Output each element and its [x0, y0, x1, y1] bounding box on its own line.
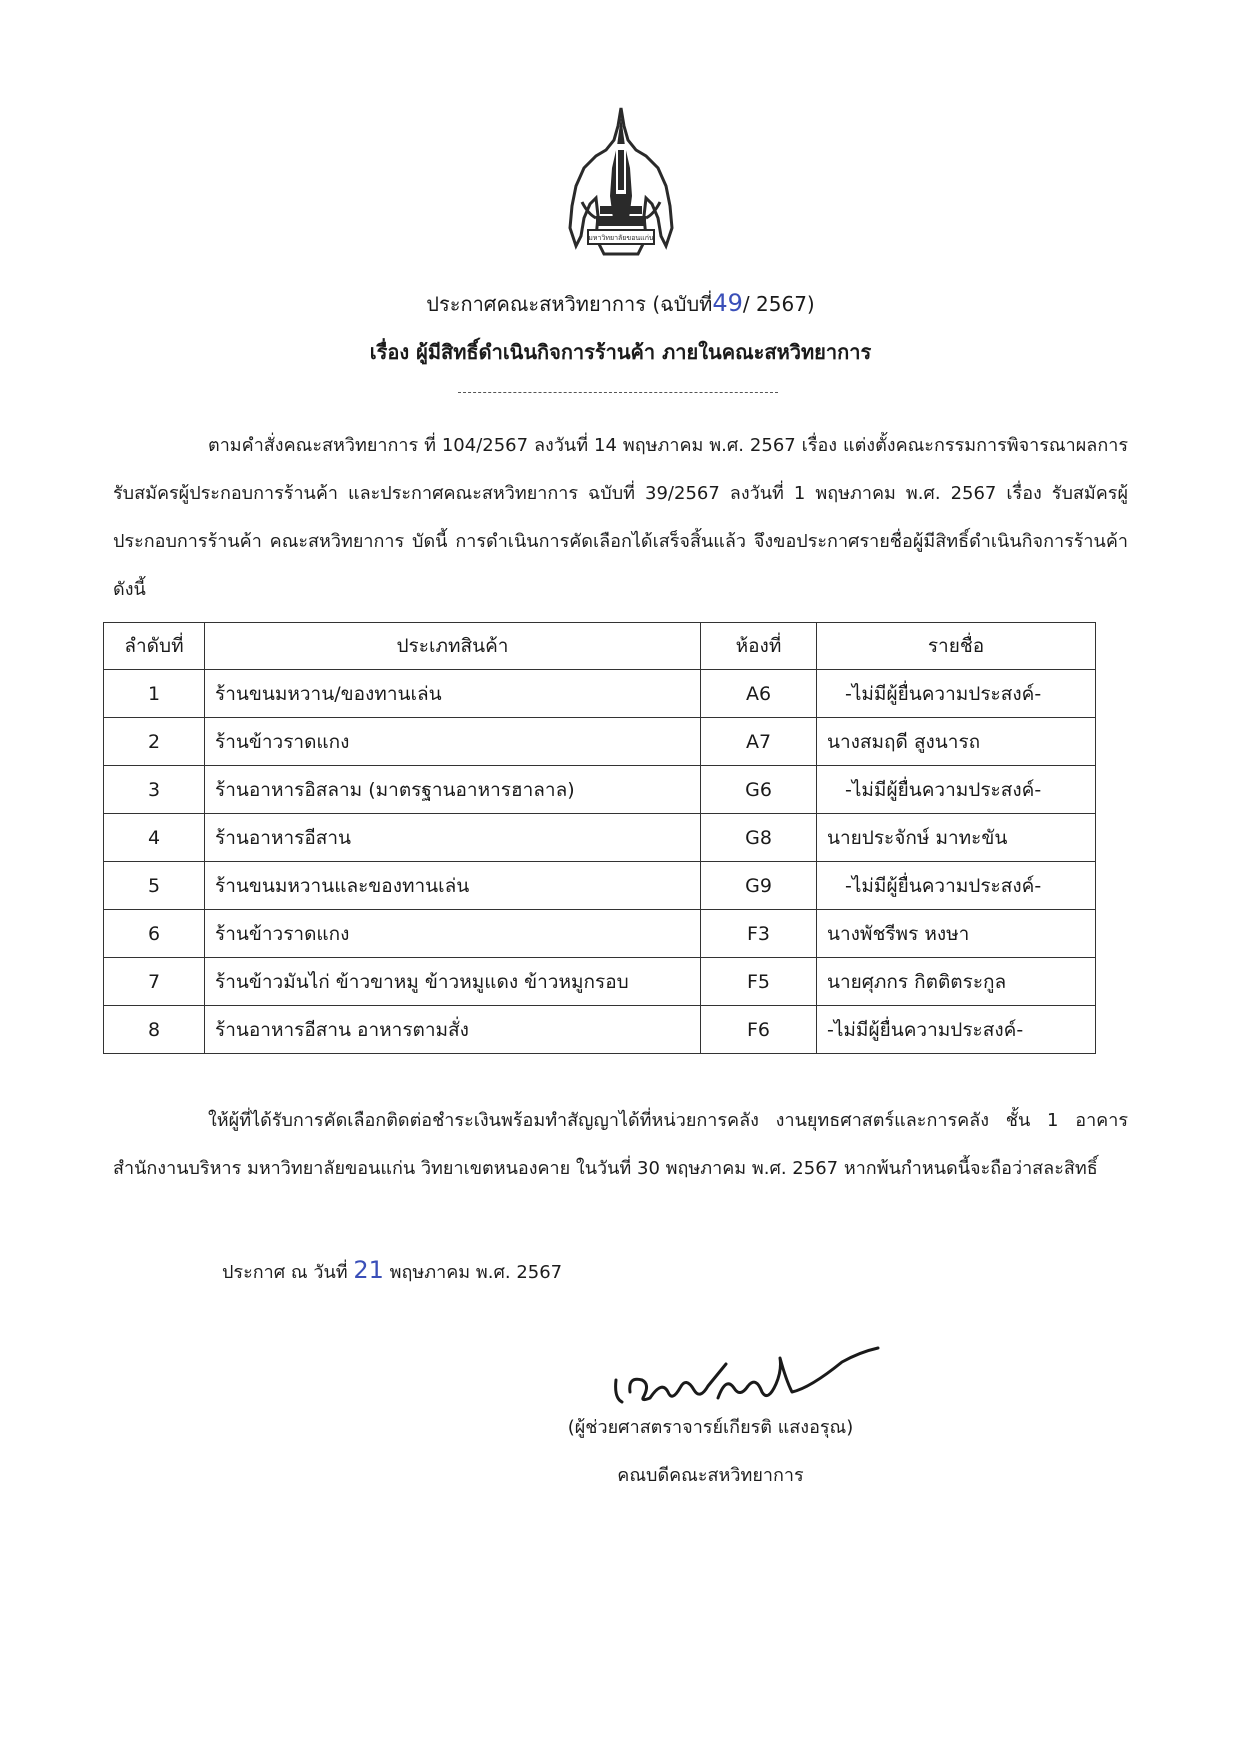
- header-no: ลำดับที่: [104, 623, 205, 670]
- row-name: -ไม่มีผู้ยื่นความประสงค์-: [817, 1006, 1096, 1054]
- row-type: ร้านอาหารอิสลาม (มาตรฐานอาหารฮาลาล): [205, 766, 701, 814]
- table-row: [104, 910, 1096, 958]
- row-name: -ไม่มีผู้ยื่นความประสงค์-: [817, 670, 1096, 718]
- row-name: นายศุภกร กิตติตระกูล: [817, 958, 1096, 1006]
- row-no: 8: [104, 1006, 205, 1054]
- intro-text: ตามคำสั่งคณะสหวิทยาการ ที่ 104/2567 ลงวันที่ 14 พฤษภาคม พ.ศ. 2567 เรื่อง แต่งตั้งคณะกรรมการพิจารณาผลการรับสมัครผู้ประกอบการร้านค้า และประกาศคณะสหวิทยาการ ฉบับที่ 39/2567 ลงวันที่ 1 พฤษภาคม พ.ศ. 2567 เรื่อง รับสมัครผู้ประกอบการร้านค้า คณะสหวิทยาการ บัดนี้ การดำเนินการคัดเลือกได้เสร็จสิ้นแล้ว จึงขอประกาศรายชื่อผู้มีสิทธิ์ดำเนินกิจการร้านค้า ดังนี้: [113, 435, 1128, 600]
- header-room: ห้องที่: [701, 623, 817, 670]
- signatory-position: คณบดีคณะสหวิทยาการ: [617, 1465, 804, 1486]
- university-logo-icon: [566, 106, 676, 266]
- row-room: A6: [701, 670, 817, 718]
- shop-table: [103, 622, 1096, 1054]
- row-type: ร้านข้าวราดแกง: [205, 718, 701, 766]
- row-room: A7: [701, 718, 817, 766]
- row-type: ร้านขนมหวาน/ของทานเล่น: [205, 670, 701, 718]
- title-divider: [458, 392, 778, 393]
- row-no: 2: [104, 718, 205, 766]
- signature-icon: [610, 1340, 890, 1420]
- row-type: ร้านอาหารอีสาน: [205, 814, 701, 862]
- row-room: G9: [701, 862, 817, 910]
- instruction-paragraph: [113, 1097, 1128, 1193]
- header-name: รายชื่อ: [817, 623, 1096, 670]
- row-name: นางสมฤดี สูงนารถ: [817, 718, 1096, 766]
- logo-caption: มหาวิทยาลัยขอนแก่น: [588, 234, 654, 242]
- row-type: ร้านอาหารอีสาน อาหารตามสั่ง: [205, 1006, 701, 1054]
- table-row: [104, 718, 1096, 766]
- row-no: 6: [104, 910, 205, 958]
- row-no: 3: [104, 766, 205, 814]
- row-room: F6: [701, 1006, 817, 1054]
- title-prefix: ประกาศคณะสหวิทยาการ (ฉบับที่: [426, 292, 713, 316]
- announce-suffix: พฤษภาคม พ.ศ. 2567: [389, 1262, 563, 1283]
- title-number-handwritten: 49: [712, 289, 743, 317]
- table-row: [104, 814, 1096, 862]
- row-room: F5: [701, 958, 817, 1006]
- signatory-name: (ผู้ช่วยศาสตราจารย์เกียรติ แสงอรุณ): [567, 1417, 854, 1438]
- announcement-title: [0, 288, 1241, 320]
- row-name: นางพัชรีพร หงษา: [817, 910, 1096, 958]
- title-suffix: / 2567): [742, 292, 815, 316]
- intro-paragraph: [113, 422, 1128, 614]
- row-room: G8: [701, 814, 817, 862]
- announce-day-handwritten: 21: [353, 1256, 384, 1284]
- header-type: ประเภทสินค้า: [205, 623, 701, 670]
- row-type: ร้านข้าวราดแกง: [205, 910, 701, 958]
- row-room: F3: [701, 910, 817, 958]
- row-name: -ไม่มีผู้ยื่นความประสงค์-: [817, 862, 1096, 910]
- announce-date: [222, 1256, 562, 1286]
- announce-prefix: ประกาศ ณ วันที่: [222, 1262, 348, 1283]
- table-row: [104, 670, 1096, 718]
- row-name: -ไม่มีผู้ยื่นความประสงค์-: [817, 766, 1096, 814]
- row-type: ร้านขนมหวานและของทานเล่น: [205, 862, 701, 910]
- table-header-row: [104, 623, 1096, 670]
- instruction-text: ให้ผู้ที่ได้รับการคัดเลือกติดต่อชำระเงินพร้อมทำสัญญาได้ที่หน่วยการคลัง งานยุทธศาสตร์และการคลัง ชั้น 1 อาคาร สำนักงานบริหาร มหาวิทยาลัยขอนแก่น วิทยาเขตหนองคาย ในวันที่ 30 พฤษภาคม พ.ศ. 2567 หากพ้นกำหนดนี้จะถือว่าสละสิทธิ์: [113, 1110, 1128, 1179]
- row-room: G6: [701, 766, 817, 814]
- row-type: ร้านข้าวมันไก่ ข้าวขาหมู ข้าวหมูแดง ข้าวหมูกรอบ: [205, 958, 701, 1006]
- announcement-subject: เรื่อง ผู้มีสิทธิ์ดำเนินกิจการร้านค้า ภายในคณะสหวิทยาการ: [369, 340, 872, 364]
- table-row: [104, 1006, 1096, 1054]
- table-row: [104, 862, 1096, 910]
- row-no: 1: [104, 670, 205, 718]
- row-no: 7: [104, 958, 205, 1006]
- table-row: [104, 958, 1096, 1006]
- table-row: [104, 766, 1096, 814]
- row-no: 5: [104, 862, 205, 910]
- row-name: นายประจักษ์ มาทะขัน: [817, 814, 1096, 862]
- row-no: 4: [104, 814, 205, 862]
